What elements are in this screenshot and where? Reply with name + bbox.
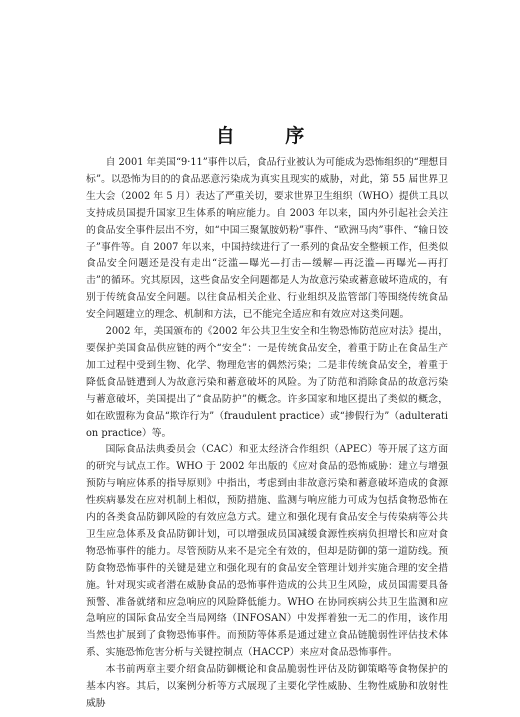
body-text xyxy=(86,155,448,713)
paragraph: 2002 年，美国颁布的《2002 年公共卫生安全和生物恐怖防范应对法》提出，要保护美国食品供应链的两个“安全”：一是传统食品安全，着重于防止在食品生产加工过程中受到生物、化学、物理危害的偶然污染；二是非传统食品安全，着重于降低食品链遭到人为故意污染和蓄意破坏的风险。为了防范和消除食品的故意污染与蓄意破坏，美国提出了“食品防护”的概念。许多国家和地区提出了类似的概念，如在欧盟称为食品“欺诈行为”（fraudulent practice）或“掺假行为”（adulteration practice）等。 xyxy=(86,326,448,439)
paragraph: 国际食品法典委员会（CAC）和亚太经济合作组织（APEC）等开展了这方面的研究与试点工作。WHO 于 2002 年出版的《应对食品的恐怖威胁：建立与增强预防与响应体系的指导原则》中指出，考虑到由非故意污染和蓄意破坏造成的食源性疾病暴发在应对机制上相似，预防措施、监测与响应能力可成为包括食物恐怖在内的各类食品防御风险的有效应急方式。建立和强化现有食品安全与传染病等公共卫生应急体系及食品防御计划，可以增强成员国减缓食源性疾病负担增长和应对食物恐怖事件的能力。尽管预防从来不是完全有效的，但却是防御的第一道防线。预防食物恐怖事件的关键是建立和强化现有的食品安全管理计划并实施合理的安全措施。针对现实或者潜在威胁食品的恐怖事件造成的公共卫生风险，成员国需要具备预警、准备就绪和应急响应的风险降低能力。WHO 在协同疾病公共卫生监测和应急响应的国际食品安全当局网络（INFOSAN）中发挥着独一无二的作用，该作用当然也扩展到了食物恐怖事件。而预防等体系是通过建立食品链脆弱性评估技术体系、实施恐怖危害分析与关键控制点（HACCP）来应对食品恐怖事件。 xyxy=(86,444,448,659)
paragraph: 本书前两章主要介绍食品防御概论和食品脆弱性评估及防御策略等食物保护的基本内容。其后，以案例分析等方式展现了主要化学性威胁、生物性威胁和放射性威胁 xyxy=(86,664,448,709)
page-title: 自 序 xyxy=(215,125,327,147)
paragraph: 自 2001 年美国“9·11”事件以后，食品行业被认为可能成为恐怖组织的“理想目标”。以恐怖为目的的食品恶意污染成为真实且现实的威胁，对此，第 55 届世界卫生大会（2002 年 5 月）表达了严重关切，要求世界卫生组织（WHO）提供工具以支持成员国提升国家卫生体系的响应能力。自 2003 年以来，国内外引起社会关注的食品安全事件层出不穷，如“中国三聚氰胺奶粉”事件、“欧洲马肉”事件、“输日饺子”事件等。自 2007 年以来，中国持续进行了一系列的食品安全整顿工作，但类似食品安全问题还是没有走出“泛滥—曝光—打击—缓解—再泛滥—再曝光—再打击”的循环。究其原因，这些食品安全问题都是人为故意污染或蓄意破坏造成的，有别于传统食品安全问题。以往食品相关企业、行业组织及监管部门等围绕传统食品安全问题建立的理念、机制和方法，已不能完全适应和有效应对这类问题。 xyxy=(86,157,448,321)
